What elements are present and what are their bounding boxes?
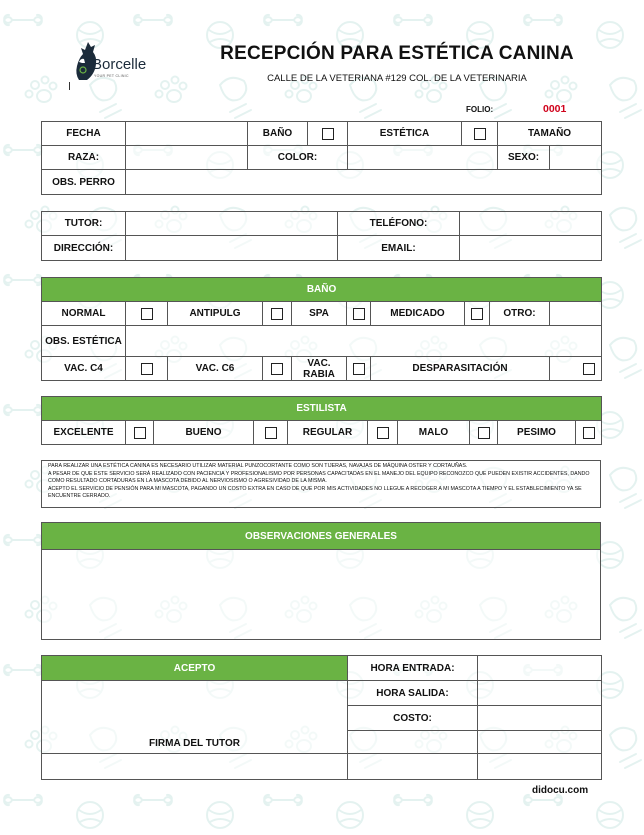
normal-checkbox[interactable] (141, 308, 153, 320)
terms-paragraph: PARA REALIZAR UNA ESTÉTICA CANINA ES NECESARIO UTILIZAR MATERIAL PUNZOCORTANTE COMO SON TIJERAS, NAVAJAS DE MÁQUINA OSTER Y CORTAUÑAS. (48, 463, 468, 469)
otro-label: OTRO: (490, 302, 550, 326)
estetica-checkbox[interactable] (474, 128, 486, 140)
extra-field[interactable] (478, 731, 602, 754)
obs-estetica-label: OBS. ESTÉTICA (42, 326, 126, 357)
bueno-cell (254, 421, 288, 445)
tutor-label: TUTOR: (42, 212, 126, 236)
antipulg-cell (263, 302, 292, 326)
tutor-field[interactable] (126, 212, 338, 236)
vac-rabia-label: VAC. RABIA (292, 357, 347, 381)
costo-label: COSTO: (348, 706, 478, 731)
costo-field[interactable] (478, 706, 602, 731)
owner-info-table (41, 211, 602, 261)
folio-label: FOLIO: (466, 105, 494, 114)
tamano-label: TAMAÑO (498, 122, 602, 146)
malo-label: MALO (398, 421, 470, 445)
email-label: EMAIL: (338, 236, 460, 261)
acepto-header: ACEPTO (42, 656, 348, 681)
terms-paragraph: A PESAR DE QUE ESTE SERVICIO SERÁ REALIZADO CON PACIENCIA Y PROFESIONALISMO POR PERSONAS CAPACITADAS EN EL MANEJO DEL EQUIPO RECONOZCO QUE PUEDEN EXISTIR ACCIDENTES, DANDO COMO RESULTADO CORTADURAS EN LA MASCOTA DEBIDO AL NERVIOSISMO O AGRESIVIDAD DE LA MISMA. (48, 470, 590, 485)
email-field[interactable] (460, 236, 602, 261)
bano-label: BAÑO (248, 122, 308, 146)
pet-info-table (41, 121, 602, 195)
vac-c6-label: VAC. C6 (168, 357, 263, 381)
direccion-field[interactable] (126, 236, 338, 261)
observations-table (41, 522, 601, 640)
vac-c6-cell (263, 357, 292, 381)
telefono-label: TELÉFONO: (338, 212, 460, 236)
terms-box (41, 460, 601, 508)
sexo-label: SEXO: (498, 146, 550, 170)
stylist-section-header: ESTILISTA (42, 397, 602, 421)
bath-section-header: BAÑO (42, 278, 602, 302)
stylist-table (41, 396, 602, 445)
vac-c6-checkbox[interactable] (271, 363, 283, 375)
obs-perro-label: OBS. PERRO (42, 170, 126, 195)
excelente-cell (126, 421, 154, 445)
pesimo-label: PESIMO (498, 421, 576, 445)
direccion-label: DIRECCIÓN: (42, 236, 126, 261)
antipulg-label: ANTIPULG (168, 302, 263, 326)
hora-salida-label: HORA SALIDA: (348, 681, 478, 706)
spa-cell (347, 302, 371, 326)
normal-cell (126, 302, 168, 326)
hora-salida-field[interactable] (478, 681, 602, 706)
vac-c4-label: VAC. C4 (42, 357, 126, 381)
desparasitacion-cell (550, 357, 602, 381)
fecha-label: FECHA (42, 122, 126, 146)
vac-rabia-cell (347, 357, 371, 381)
medicado-cell (465, 302, 490, 326)
bueno-label: BUENO (154, 421, 254, 445)
brand-tagline: YOUR PET CLINIC (94, 74, 129, 78)
bueno-checkbox[interactable] (265, 427, 277, 439)
terms-paragraph: ACEPTO EL SERVICIO DE PENSIÓN PARA MI MASCOTA, PAGANDO UN COSTO EXTRA EN CASO DE QUE POR MIS ACTIVIDADES NO LLEGUE A RECOGER A MI MASCOTA A TIEMPO Y EL ESTABLECIMIENTO YA SE ENCUENTRE CERRADO. (48, 485, 582, 500)
telefono-field[interactable] (460, 212, 602, 236)
medicado-label: MEDICADO (371, 302, 465, 326)
excelente-label: EXCELENTE (42, 421, 126, 445)
malo-cell (470, 421, 498, 445)
website-link[interactable]: didocu.com (532, 785, 589, 796)
fecha-field[interactable] (126, 122, 248, 146)
desparasitacion-label: DESPARASITACIÓN (371, 357, 550, 381)
estetica-label: ESTÉTICA (348, 122, 462, 146)
signature-extra-row[interactable] (42, 754, 348, 780)
extra-label-cell-2 (348, 754, 478, 780)
normal-label: NORMAL (42, 302, 126, 326)
clinic-address: CALLE DE LA VETERIANA #129 COL. DE LA VETERINARIA (267, 73, 527, 84)
bano-checkbox[interactable] (322, 128, 334, 140)
medicado-checkbox[interactable] (471, 308, 483, 320)
firma-label: FIRMA DEL TUTOR (149, 738, 240, 749)
color-field[interactable] (348, 146, 498, 170)
logo-divider (69, 82, 70, 90)
extra-label-cell (348, 731, 478, 754)
bath-table (41, 277, 602, 381)
vac-c4-checkbox[interactable] (141, 363, 153, 375)
signature-area[interactable] (42, 681, 348, 754)
antipulg-checkbox[interactable] (271, 308, 283, 320)
folio-number: 0001 (543, 103, 567, 115)
observations-header: OBSERVACIONES GENERALES (42, 523, 601, 550)
acceptance-table (41, 655, 602, 780)
estetica-checkbox-cell (462, 122, 498, 146)
spa-label: SPA (292, 302, 347, 326)
vac-rabia-checkbox[interactable] (353, 363, 365, 375)
otro-field[interactable] (550, 302, 602, 326)
color-label: COLOR: (248, 146, 348, 170)
regular-checkbox[interactable] (377, 427, 389, 439)
regular-cell (368, 421, 398, 445)
bano-checkbox-cell (308, 122, 348, 146)
brand-logo (74, 40, 174, 90)
pesimo-checkbox[interactable] (583, 427, 595, 439)
desparasitacion-checkbox[interactable] (583, 363, 595, 375)
spa-checkbox[interactable] (353, 308, 365, 320)
malo-checkbox[interactable] (478, 427, 490, 439)
page-title: RECEPCIÓN PARA ESTÉTICA CANINA (220, 43, 574, 64)
excelente-checkbox[interactable] (134, 427, 146, 439)
obs-perro-field[interactable] (126, 170, 602, 195)
observations-field[interactable] (42, 550, 601, 640)
brand-name: Borcelle (92, 56, 147, 73)
sexo-field[interactable] (550, 146, 602, 170)
obs-estetica-field[interactable] (126, 326, 602, 357)
vac-c4-cell (126, 357, 168, 381)
extra-field-2[interactable] (478, 754, 602, 780)
hora-entrada-label: HORA ENTRADA: (348, 656, 478, 681)
regular-label: REGULAR (288, 421, 368, 445)
raza-label: RAZA: (42, 146, 126, 170)
hora-entrada-field[interactable] (478, 656, 602, 681)
raza-field[interactable] (126, 146, 248, 170)
pesimo-cell (576, 421, 602, 445)
